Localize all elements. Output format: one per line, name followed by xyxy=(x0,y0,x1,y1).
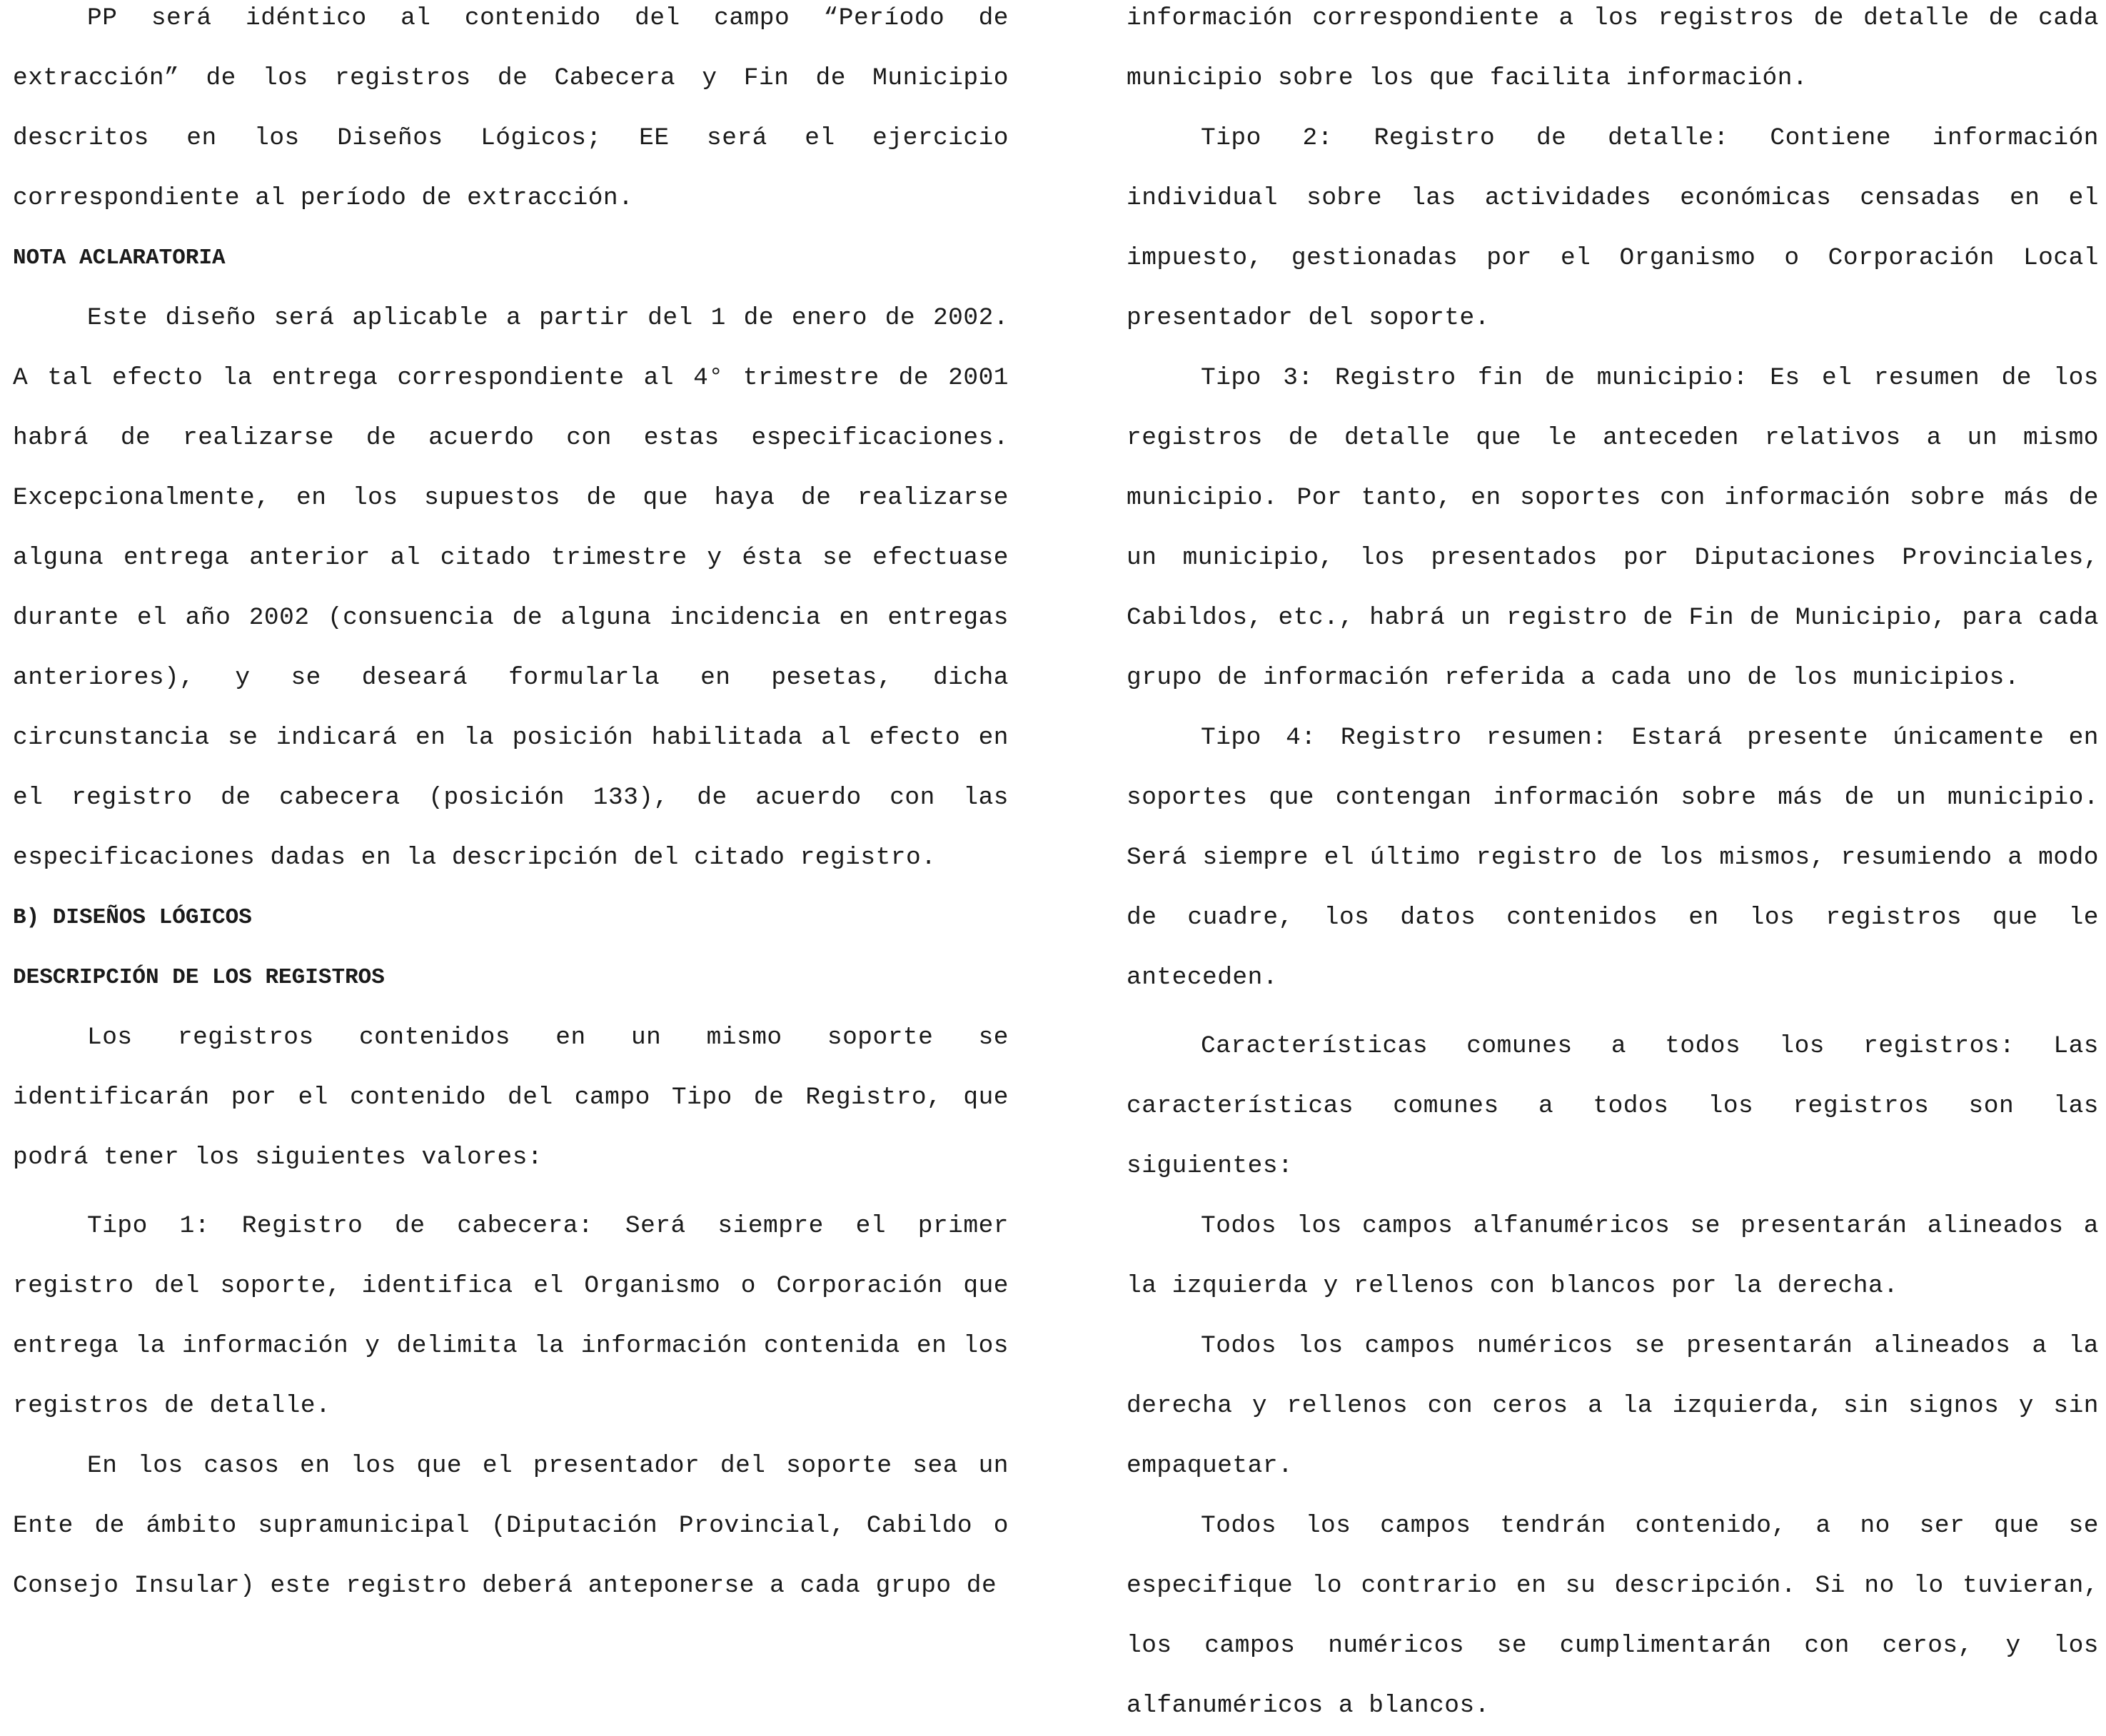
numericos-paragraph: Todos los campos numéricos se presentarán alineados a la derecha y rellenos con ceros a la izquierda, sin signos y sin empaquetar. xyxy=(1127,1332,2099,1480)
descripcion-registros-heading: DESCRIPCIÓN DE LOS REGISTROS xyxy=(13,965,385,990)
left-column xyxy=(13,0,1009,1617)
caracteristicas-paragraph: Características comunes a todos los registros: Las características comunes a todos los registros son las siguientes: xyxy=(1127,1032,2099,1180)
alfanumericos-paragraph: Todos los campos alfanuméricos se presentarán alineados a la izquierda y rellenos con blancos por la derecha. xyxy=(1127,1212,2099,1300)
tipo2-paragraph: Tipo 2: Registro de detalle: Contiene información individual sobre las actividades económicas censadas en el impuesto, gestionadas por el Organismo o Corporación Local presentador del soporte. xyxy=(1127,124,2099,332)
right-column xyxy=(1127,0,2099,1720)
nota-aclaratoria-paragraph: Este diseño será aplicable a partir del 1 de enero de 2002. A tal efecto la entrega correspondiente al 4° trimestre de 2001 habrá de realizarse de acuerdo con estas especificaciones. Excepcionalmente, en los supuestos de que haya de realizarse alguna entrega anterior al citado trimestre y ésta se efectuase durante el año 2002 (consuencia de alguna incidencia en entregas anteriores), y se deseará formularla en pesetas, dicha circunstancia se indicará en la posición habilitada al efecto en el registro de cabecera (posición 133), de acuerdo con las especificaciones dadas en la descripción del citado registro. xyxy=(13,304,1009,872)
tipo1-paragraph: Tipo 1: Registro de cabecera: Será siempre el primer registro del soporte, identifica el Organismo o Corporación que entrega la información y delimita la información contenida en los registros de detalle. xyxy=(13,1212,1009,1420)
contenido-paragraph: Todos los campos tendrán contenido, a no ser que se especifique lo contrario en su descripción. Si no lo tuvieran, los campos numéricos se cumplimentarán con ceros, y los alfanuméricos a blancos. xyxy=(1127,1512,2099,1720)
continuation-paragraph: información correspondiente a los registros de detalle de cada municipio sobre los que facilita información. xyxy=(1127,4,2099,92)
nota-aclaratoria-heading: NOTA ACLARATORIA xyxy=(13,246,226,271)
registros-paragraph: Los registros contenidos en un mismo soporte se identificarán por el contenido del campo Tipo de Registro, que podrá tener los siguientes valores: xyxy=(13,1024,1009,1171)
tipo4-paragraph: Tipo 4: Registro resumen: Estará presente únicamente en soportes que contengan información sobre más de un municipio. Será siempre el último registro de los mismos, resumiendo a modo de cuadre, los datos contenidos en los registros que le anteceden. xyxy=(1127,724,2099,991)
tipo3-paragraph: Tipo 3: Registro fin de municipio: Es el resumen de los registros de detalle que le anteceden relativos a un mismo municipio. Por tanto, en soportes con información sobre más de un municipio, los presentados por Diputaciones Provinciales, Cabildos, etc., habrá un registro de Fin de Municipio, para cada grupo de información referida a cada uno de los municipios. xyxy=(1127,364,2099,692)
intro-paragraph: PP será idéntico al contenido del campo “Período de extracción” de los registros de Cabecera y Fin de Municipio descritos en los Diseños Lógicos; EE será el ejercicio correspondiente al período de extracción. xyxy=(13,4,1009,212)
disenos-logicos-heading: B) DISEÑOS LÓGICOS xyxy=(13,905,252,930)
casos-paragraph: En los casos en los que el presentador del soporte sea un Ente de ámbito supramunicipal (Diputación Provincial, Cabildo o Consejo Insular) este registro deberá anteponerse a cada grupo de xyxy=(13,1452,1009,1600)
